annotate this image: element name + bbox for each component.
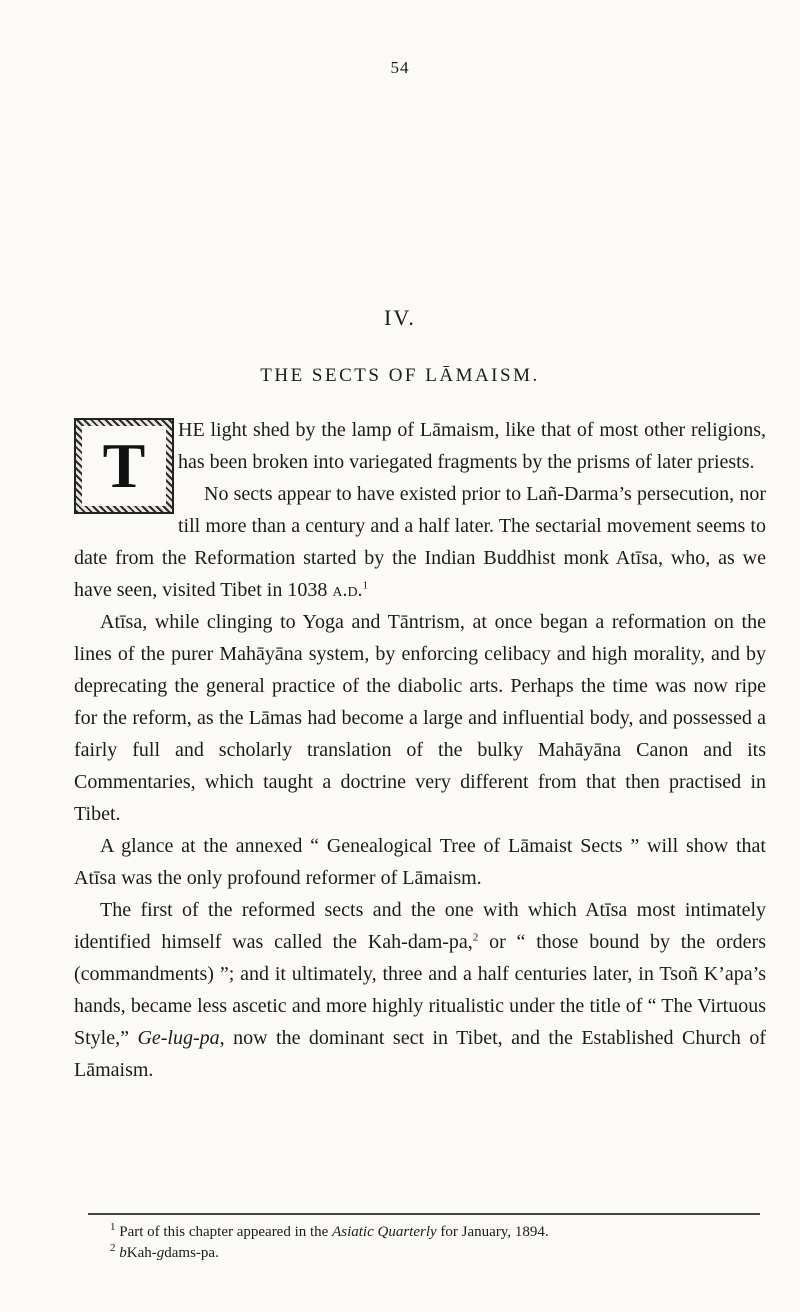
footnote-2-text-a: Kah- — [126, 1245, 157, 1261]
chapter-title: THE SECTS OF LĀMAISM. — [260, 365, 540, 386]
footnote-ref-2: 2 — [472, 931, 479, 944]
era-abbreviation: a.d. — [332, 579, 363, 601]
paragraph-5-text-b: or “ those bound by the orders (commandments) ”; and it ultimately, three and a half centuries later, in Tsoñ K’apa’s hands, became less ascetic and more highly ritualistic under the title of “ The Virtuous Style,” — [74, 931, 766, 1049]
paragraph-5 — [74, 894, 766, 1086]
chapter-body — [74, 414, 766, 1086]
paragraph-1: HE light shed by the lamp of Lāmaism, like that of most other religions, has been broken into variegated fragments by the prisms of later priests. — [178, 419, 766, 473]
footnote-1-journal: Asiatic Quarterly — [332, 1224, 437, 1240]
footnote-1 — [110, 1222, 760, 1243]
chapter-numeral: IV. — [384, 305, 416, 330]
paragraph-2-text: No sects appear to have existed prior to Lañ-Darma’s persecution, nor till more than a century and a half later. The sectarial movement seems to date from the Reformation started by the Indian Buddhist monk Atīsa, who, as we have seen, visited Tibet in 1038 — [74, 483, 766, 601]
page-number: 54 — [390, 58, 410, 77]
footnote-divider — [88, 1213, 760, 1215]
footnote-2-prefix: b — [119, 1245, 127, 1261]
footnote-2 — [110, 1243, 760, 1264]
ornamental-drop-cap — [74, 418, 174, 514]
paragraph-2 — [74, 478, 766, 606]
footnote-1-number: 1 — [110, 1221, 116, 1233]
footnote-2-infix: g — [156, 1245, 165, 1261]
paragraph-4: A glance at the annexed “ Genealogical Tree of Lāmaist Sects ” will show that Atīsa was the only profound reformer of Lāmaism. — [74, 835, 766, 889]
paragraph-5-text-c: , now the dominant sect in Tibet, and the Established Church of Lāmaism. — [74, 1027, 766, 1081]
footnote-1-text-b: for January, 1894. — [436, 1224, 549, 1240]
paragraph-3: Atīsa, while clinging to Yoga and Tāntrism, at once began a reformation on the lines of the purer Mahāyāna system, by enforcing celibacy and high morality, and by deprecating the general practice of the diabolic arts. Perhaps the time was now ripe for the reform, as the Lāmas had become a large and influential body, and possessed a fairly full and scholarly translation of the bulky Mahāyāna Canon and its Commentaries, which taught a doctrine very different from that then practised in Tibet. — [74, 611, 766, 825]
sect-name-italic: Ge-lug-pa — [137, 1027, 220, 1049]
drop-cap-letter: T — [82, 426, 166, 506]
footnote-2-number: 2 — [110, 1242, 116, 1254]
footnote-2-text-b: dams-pa. — [164, 1245, 219, 1261]
footnote-1-text-a: Part of this chapter appeared in the — [115, 1224, 333, 1240]
footnotes — [110, 1222, 760, 1264]
paragraph-5-text-a: The first of the reformed sects and the one with which Atīsa most intimately identified himself was called the Kah-dam-pa, — [74, 899, 766, 953]
footnote-ref-1: 1 — [362, 579, 369, 592]
